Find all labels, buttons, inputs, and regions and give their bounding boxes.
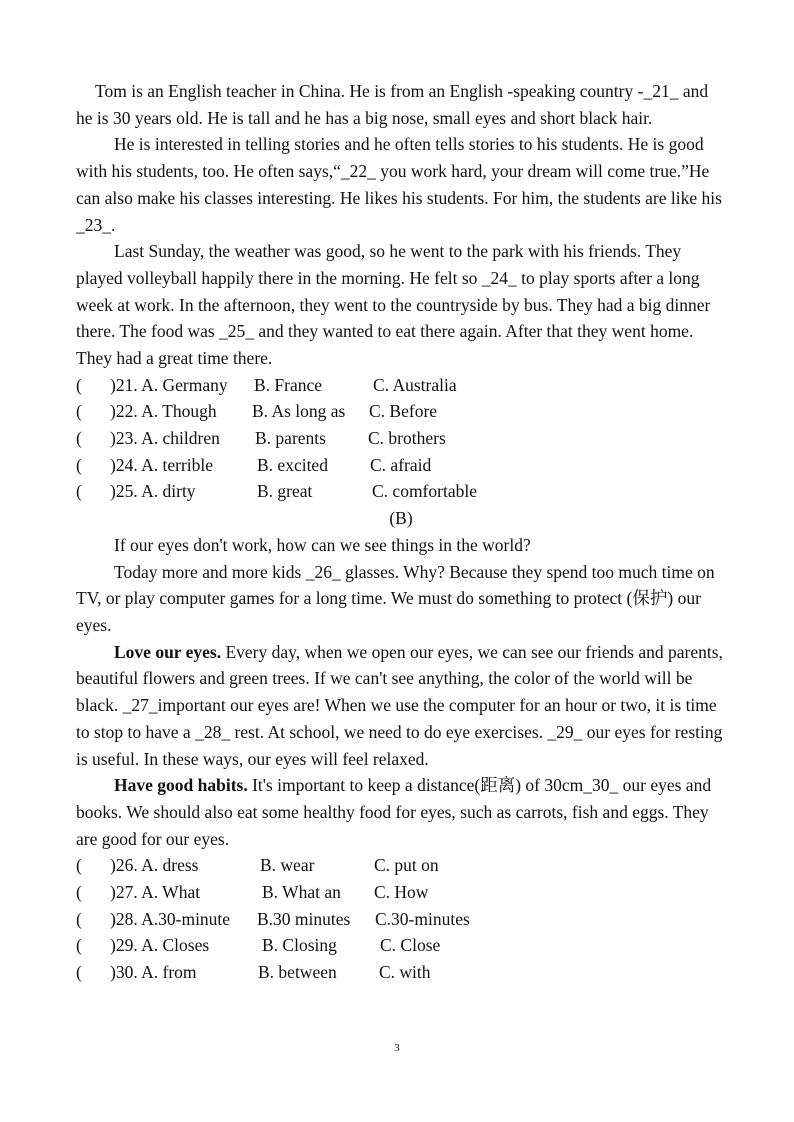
option-a: )29. A. Closes (110, 935, 210, 956)
passage-b-paragraph-4 (76, 772, 726, 852)
question-26 (76, 852, 726, 879)
passage-b-paragraph-3-text: Every day, when we open our eyes, we can see our friends and parents, beautiful flowers and green trees. If we can't see anything, the color of the world will be black. _27_important our eyes are! When we use the computer for an hour or two, it is time to stop to have a _28_ rest. At school, we need to do eye exercises. _29_ our eyes for resting is useful. In these ways, our eyes will feel relaxed. (76, 641, 723, 769)
passage-b-paragraph-2: Today more and more kids _26_ glasses. Why? Because they spend too much time on TV, or play computer games for a long time. We must do something to protect (保护) our eyes. (76, 561, 715, 635)
passage-b-paragraph-3 (76, 639, 726, 773)
option-c: C. with (379, 962, 431, 983)
good-habits-heading: Have good habits. (114, 775, 248, 796)
passage-a-paragraph-3: Last Sunday, the weather was good, so he went to the park with his friends. They played volleyball happily there in the morning. He felt so _24_ to play sports after a long week at work. In the afternoon, they went to the countryside by bus. They had a big dinner there. The food was _25_ and they wanted to eat there again. After that they went home. They had a great time there. (76, 241, 711, 369)
answer-paren: ( (76, 401, 82, 422)
passage-a-paragraph-1: Tom is an English teacher in China. He is from an English -speaking country -_21_ and he is 30 years old. He is tall and he has a big nose, small eyes and short black hair. (76, 81, 709, 128)
love-our-eyes-heading: Love our eyes. (114, 641, 222, 662)
option-c: C. put on (374, 855, 439, 876)
option-b: B. France (254, 374, 323, 395)
option-c: C. afraid (370, 454, 432, 475)
option-c: C. How (374, 882, 429, 902)
answer-paren: ( (76, 882, 82, 902)
option-b: B. between (258, 962, 337, 983)
page-content (76, 78, 726, 986)
answer-paren: ( (76, 428, 82, 449)
option-c: C. Before (369, 401, 438, 422)
passage-a-paragraph-2: He is interested in telling stories and he often tells stories to his students. He is good with his students, too. He often says,“_22_ you work hard, your dream will come true.”He can also make his classes interesting. He likes his students. For him, the students are like his _23_. (76, 134, 722, 235)
question-28 (76, 906, 726, 933)
option-c: C.30-minutes (375, 908, 470, 929)
question-27 (76, 879, 726, 906)
passage-b-paragraph-1: If our eyes don't work, how can we see things in the world? (114, 534, 531, 555)
option-a: )25. A. dirty (110, 481, 196, 502)
question-29 (76, 932, 726, 959)
question-list-a (76, 372, 726, 505)
answer-paren: ( (76, 481, 82, 502)
question-23 (76, 425, 726, 452)
option-a: )26. A. dress (110, 855, 199, 876)
answer-paren: ( (76, 908, 82, 929)
option-a: )28. A.30-minute (110, 908, 231, 929)
question-25 (76, 478, 726, 505)
option-b: B. Closing (262, 935, 337, 956)
answer-paren: ( (76, 454, 82, 475)
answer-paren: ( (76, 855, 82, 876)
option-c: C. Close (380, 935, 441, 956)
page-number: 3 (394, 1042, 400, 1054)
answer-paren: ( (76, 962, 82, 983)
passage-b-paragraph-4-text: It's important to keep a distance(距离) of 30cm_30_ our eyes and books. We should also eat some healthy food for eyes, such as carrots, fish and eggs. They are good for our eyes. (76, 775, 712, 849)
option-c: C. brothers (368, 428, 446, 449)
option-a: )30. A. from (110, 962, 197, 983)
question-22 (76, 398, 726, 425)
section-b-heading: (B) (389, 508, 413, 529)
option-b: B.30 minutes (257, 908, 351, 929)
option-a: )27. A. What (110, 882, 201, 902)
option-c: C. comfortable (372, 481, 477, 502)
option-c: C. Australia (373, 374, 457, 395)
option-b: B. great (257, 481, 313, 502)
option-b: B. parents (255, 428, 326, 449)
option-b: B. excited (257, 454, 328, 475)
option-a: )22. A. Though (110, 401, 217, 422)
question-21 (76, 372, 726, 399)
answer-paren: ( (76, 935, 82, 956)
question-24 (76, 452, 726, 479)
option-b: B. What an (262, 882, 341, 902)
question-30 (76, 959, 726, 986)
question-list-b (76, 852, 726, 985)
option-b: B. wear (260, 855, 315, 876)
answer-paren: ( (76, 374, 82, 395)
option-a: )23. A. children (110, 428, 220, 449)
option-a: )21. A. Germany (110, 374, 228, 395)
option-a: )24. A. terrible (110, 454, 214, 475)
option-b: B. As long as (252, 401, 346, 422)
